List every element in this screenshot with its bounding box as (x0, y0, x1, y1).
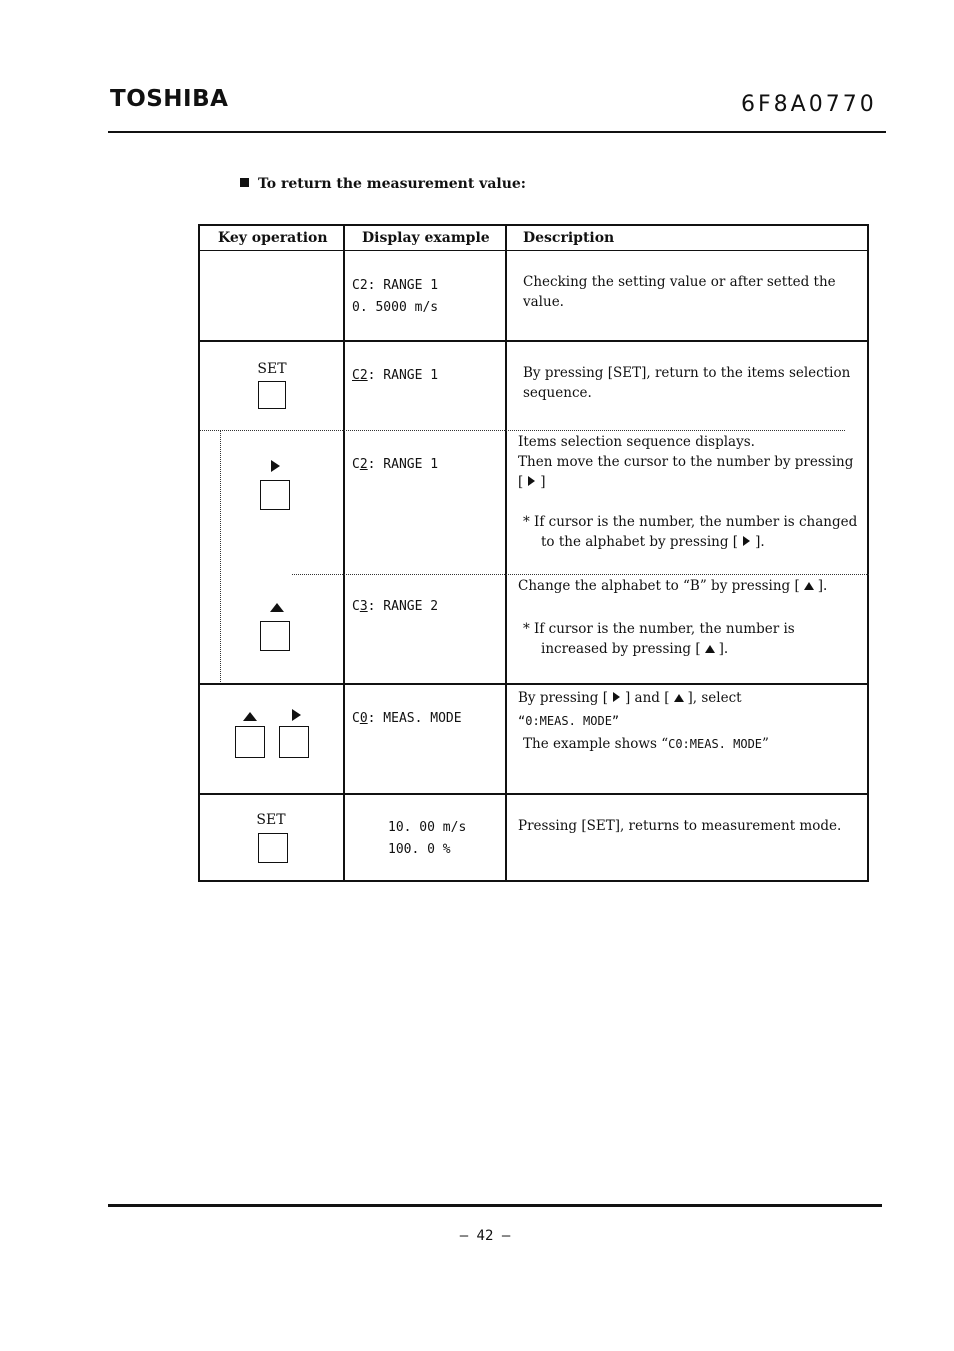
description-row5-line2: “0:MEAS. MODE” (518, 714, 620, 728)
set-key-label: SET (257, 361, 287, 377)
display-row6-line1: 10. 00 m/s (388, 820, 467, 835)
column-header-key: Key operation (218, 230, 328, 246)
display-row5-pre: C (352, 711, 360, 726)
right-arrow-icon (292, 709, 301, 721)
display-row2-rest: : RANGE 1 (367, 368, 439, 383)
note-row4-text: * If cursor is the number, the number is increased by pressing [ (523, 621, 795, 657)
column-header-description: Description (523, 230, 615, 246)
description-row5-text-c: ], select (687, 690, 742, 706)
row-divider (200, 340, 867, 342)
display-row4-pre: C (352, 599, 360, 614)
document-number: 6F8A0770 (741, 92, 877, 117)
note-row3-text: * If cursor is the number, the number is changed to the alphabet by pressing [ (523, 514, 858, 550)
bracket-open: [ (518, 474, 524, 490)
brand-logo: TOSHIBA (110, 86, 229, 112)
display-row4-cursor: 3 (359, 599, 368, 614)
note-row4 (523, 619, 861, 659)
display-row1-line1: C2: RANGE 1 (352, 278, 439, 293)
display-row3-cursor: 2 (359, 457, 368, 472)
display-row5-cursor: 0 (359, 711, 368, 726)
right-arrow-icon (743, 536, 750, 546)
header-divider (200, 250, 867, 251)
column-header-display: Display example (362, 230, 490, 246)
set-key-button[interactable] (258, 833, 288, 863)
description-row5-line3-a: The example shows “ (523, 736, 669, 752)
column-divider (343, 226, 345, 880)
description-row4-end: ]. (817, 578, 828, 594)
row-divider (200, 683, 867, 685)
description-row5-text-b: ] and [ (625, 690, 670, 706)
dotted-divider (292, 574, 869, 575)
display-row5-rest: : MEAS. MODE (367, 711, 462, 726)
description-row5-code: C0:MEAS. MODE (668, 737, 763, 751)
header-rule (108, 131, 886, 133)
display-row6-line2: 100. 0 % (388, 842, 451, 857)
description-row5-text-a: By pressing [ (518, 690, 608, 706)
description-row4-text: Change the alphabet to “B” by pressing [ (518, 578, 800, 594)
right-arrow-icon (271, 460, 280, 472)
display-row5 (352, 708, 462, 730)
description-row2: By pressing [SET], return to the items selection sequence. (523, 365, 851, 401)
description-row3-line1: Items selection sequence displays. (518, 434, 755, 450)
page-number: — 42 — (459, 1228, 511, 1244)
display-row1-line2: 0. 5000 m/s (352, 300, 439, 315)
up-key-button[interactable] (260, 621, 290, 651)
section-heading (240, 176, 526, 192)
dotted-divider (200, 430, 845, 431)
display-row4-rest: : RANGE 2 (367, 599, 439, 614)
description-row5-line1 (518, 687, 860, 710)
description-row4 (518, 576, 860, 596)
up-arrow-icon (270, 603, 284, 612)
description-row5-line3 (518, 733, 860, 756)
section-heading-text: To return the measurement value: (258, 176, 526, 192)
up-arrow-icon (705, 645, 715, 653)
row-divider (200, 793, 867, 795)
display-row2-prefix: C2 (352, 368, 368, 383)
display-row4 (352, 596, 438, 618)
right-arrow-icon (528, 476, 535, 486)
display-row3-pre: C (352, 457, 360, 472)
description-row5-line3-b: ” (762, 736, 769, 752)
set-key-button[interactable] (258, 381, 286, 409)
description-row6: Pressing [SET], returns to measurement mode. (518, 818, 842, 834)
right-key-button[interactable] (279, 726, 309, 758)
note-row3-end: ]. (755, 534, 765, 550)
description-row3-line3 (518, 472, 860, 492)
bracket-close: ] (540, 474, 546, 490)
description-row3-line2: Then move the cursor to the number by pressing (518, 454, 854, 470)
right-arrow-icon (613, 692, 620, 702)
up-key-button[interactable] (235, 726, 265, 758)
description-row1: Checking the setting value or after setted the value. (523, 274, 836, 310)
note-row4-end: ]. (718, 641, 729, 657)
footer-rule (108, 1204, 882, 1207)
set-key-label: SET (256, 812, 286, 828)
bullet-square-icon (240, 178, 249, 187)
display-row3 (352, 454, 438, 476)
description-row5 (518, 687, 860, 756)
up-arrow-icon (804, 582, 814, 590)
note-row3 (523, 512, 875, 552)
up-arrow-icon (243, 712, 257, 721)
display-row2 (352, 365, 438, 387)
display-row3-rest: : RANGE 1 (367, 457, 439, 472)
column-divider (505, 226, 507, 880)
key-operation-table (198, 224, 869, 882)
up-arrow-icon (674, 694, 684, 702)
right-key-button[interactable] (260, 480, 290, 510)
dotted-bracket (220, 430, 221, 682)
description-row3 (518, 432, 860, 492)
